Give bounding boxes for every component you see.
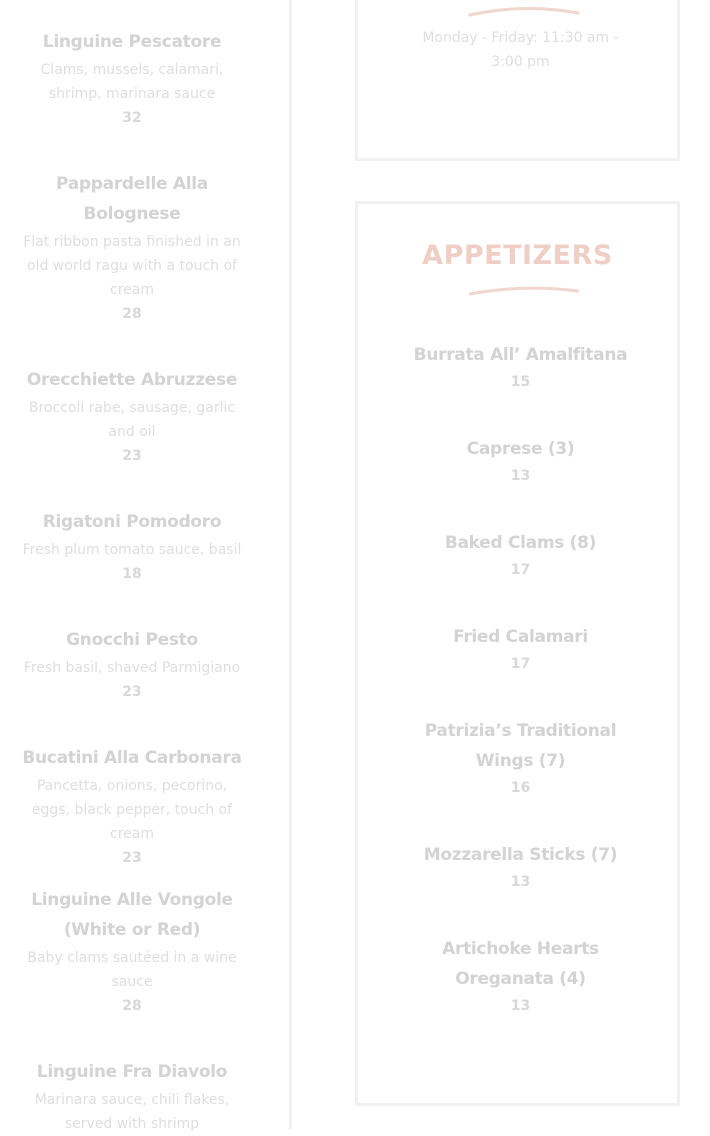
appetizers-card [355,201,680,1106]
item-description: Pancetta, onions, pecorino, eggs, black pepper, touch of cream [31,778,233,842]
item-name: Patrizia’s Traditional Wings (7) [424,721,617,771]
item-name: Linguine Fra Diavolo [36,1062,228,1082]
item-price: 32 [122,110,142,126]
item-description: Broccoli rabe, sausage, garlic and oil [28,400,236,440]
menu-item [16,507,248,586]
item-name: Caprese (3) [466,439,575,459]
item-name: Pappardelle Alla Bolognese [56,174,208,224]
item-price: 13 [510,468,531,484]
appetizer-item [398,340,643,394]
item-name: Burrata All’ Amalfitana [413,345,628,365]
item-price: 28 [122,306,142,322]
hours-card [355,0,680,161]
divider-swoosh-icon [468,4,580,18]
item-description: Fresh plum tomato sauce, basil [22,542,242,558]
item-name: Linguine Alle Vongole (White or Red) [31,890,233,940]
item-price: 16 [510,780,531,796]
item-price: 17 [510,656,531,672]
item-price: 15 [510,374,531,390]
item-price: 18 [122,566,142,582]
appetizer-item [398,528,643,582]
menu-item [16,885,248,1018]
item-name: Artichoke Hearts Oreganata (4) [442,939,599,989]
item-price: 17 [510,562,531,578]
item-name: Fried Calamari [453,627,588,647]
menu-item [16,27,248,130]
item-description: Flat ribbon pasta finished in an old world ragu with a touch of cream [23,234,241,298]
menu-item [16,169,248,326]
menu-item [16,625,248,704]
item-description: Baby clams sautéed in a wine sauce [27,950,237,990]
item-price: 13 [510,874,531,890]
hours-text: Monday - Friday: 11:30 am - 3:00 pm [422,30,619,70]
menu-item [16,365,248,468]
item-price: 13 [510,998,531,1014]
appetizer-item [398,934,643,1018]
section-heading: APPETIZERS [422,240,613,271]
appetizer-item [398,434,643,488]
item-name: Linguine Pescatore [42,32,222,52]
appetizer-item [398,716,643,800]
item-name: Mozzarella Sticks (7) [423,845,618,865]
item-price: 23 [122,684,142,700]
item-description: Clams, mussels, calamari, shrimp, marinara sauce [40,62,224,102]
menu-item [16,743,248,870]
item-name: Bucatini Alla Carbonara [22,748,242,768]
item-price: 23 [122,850,142,866]
divider-swoosh-icon [468,284,580,298]
menu-item [16,1057,248,1136]
pasta-column [0,0,292,1132]
item-name: Gnocchi Pesto [66,630,198,650]
item-name: Rigatoni Pomodoro [42,512,222,532]
item-price: 23 [122,448,142,464]
item-name: Orecchiette Abruzzese [26,370,238,390]
appetizer-item [398,622,643,676]
item-description: Fresh basil, shaved Parmigiano [23,660,241,676]
item-price: 28 [122,998,142,1014]
item-name: Baked Clams (8) [444,533,597,553]
item-description: Marinara sauce, chili flakes, served with shrimp [34,1092,230,1132]
appetizer-item [398,840,643,894]
